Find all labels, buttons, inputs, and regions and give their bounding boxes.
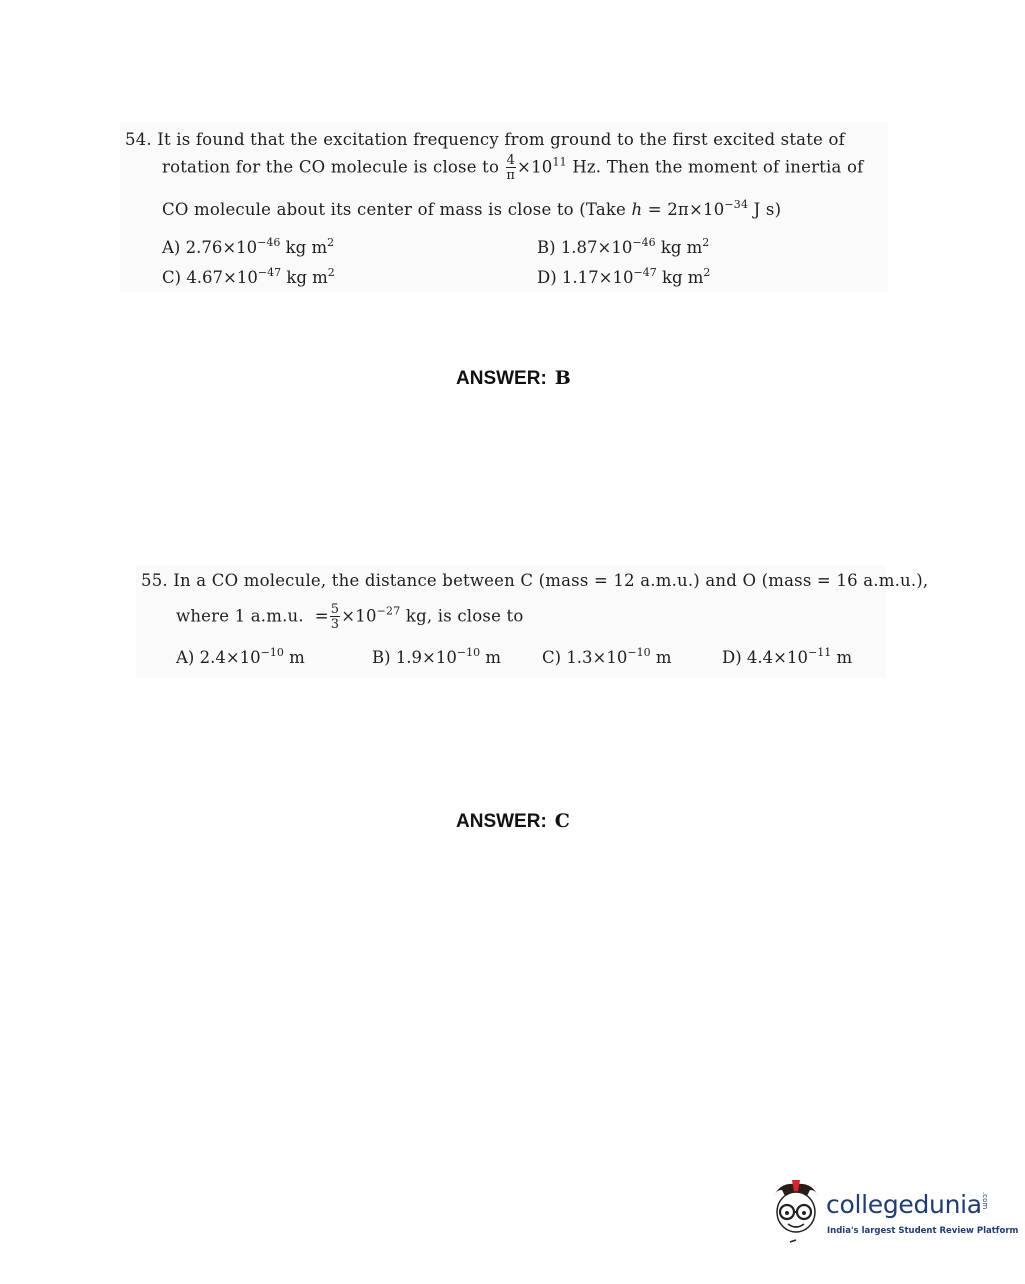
- fraction: $\frac{4}{\pi}$: [506, 153, 516, 183]
- q55-option-d: D) $4.4\times 10^{-11}$ m: [722, 646, 853, 667]
- q54-line-3: CO molecule about its center of mass is close to (Take $h = 2\pi\times 10^{-34}$ J s): [162, 198, 782, 219]
- q54-option-a: A) $2.76\times 10^{-46}$ kg $m^2$: [162, 236, 335, 257]
- question-54: [120, 122, 888, 292]
- mascot-icon: [766, 1176, 826, 1246]
- q54-option-b: B) $1.87\times 10^{-46}$ kg $m^2$: [537, 236, 710, 257]
- brand-tagline: India's largest Student Review Platform: [827, 1226, 1019, 1236]
- q55-line-1: 55. In a CO molecule, the distance between C (mass = 12 a.m.u.) and O (mass = 16 a.m.u.),: [141, 571, 929, 590]
- q55-answer: ANSWER: C: [456, 810, 570, 832]
- q55-option-b: B) $1.9\times 10^{-10}$ m: [372, 646, 501, 667]
- q54-line-2: rotation for the CO molecule is close to $\frac{4}{\pi}$ $\times 10^{11}$ Hz. Then the moment of inertia of: [162, 153, 864, 183]
- question-number: 55.: [141, 571, 168, 590]
- question-55: [136, 565, 929, 678]
- q55-option-c: C) $1.3\times 10^{-10}$ m: [542, 646, 672, 667]
- q54-answer: ANSWER: B: [456, 367, 571, 389]
- q54-option-c: C) $4.67\times 10^{-47}$ kg $m^2$: [162, 266, 335, 287]
- question-number: 54.: [125, 130, 152, 149]
- q55-option-a: A) $2.4\times 10^{-10}$ m: [176, 646, 305, 667]
- q54-option-d: D) $1.17\times 10^{-47}$ kg $m^2$: [537, 266, 711, 287]
- brand-dotcom: .com: [981, 1192, 989, 1210]
- q55-line-2: where 1 a.m.u. = $\frac{5}{3}$ $\times 10^{-27}$ kg, is close to: [176, 602, 524, 632]
- answer-value: C: [554, 810, 570, 832]
- answer-value: B: [554, 367, 571, 389]
- brand-name: collegedunia: [826, 1190, 982, 1219]
- collegedunia-logo[interactable]: [766, 1176, 1019, 1246]
- q54-line-1: 54. It is found that the excitation frequency from ground to the first excited state of: [125, 130, 845, 149]
- fraction: $\frac{5}{3}$: [330, 602, 340, 632]
